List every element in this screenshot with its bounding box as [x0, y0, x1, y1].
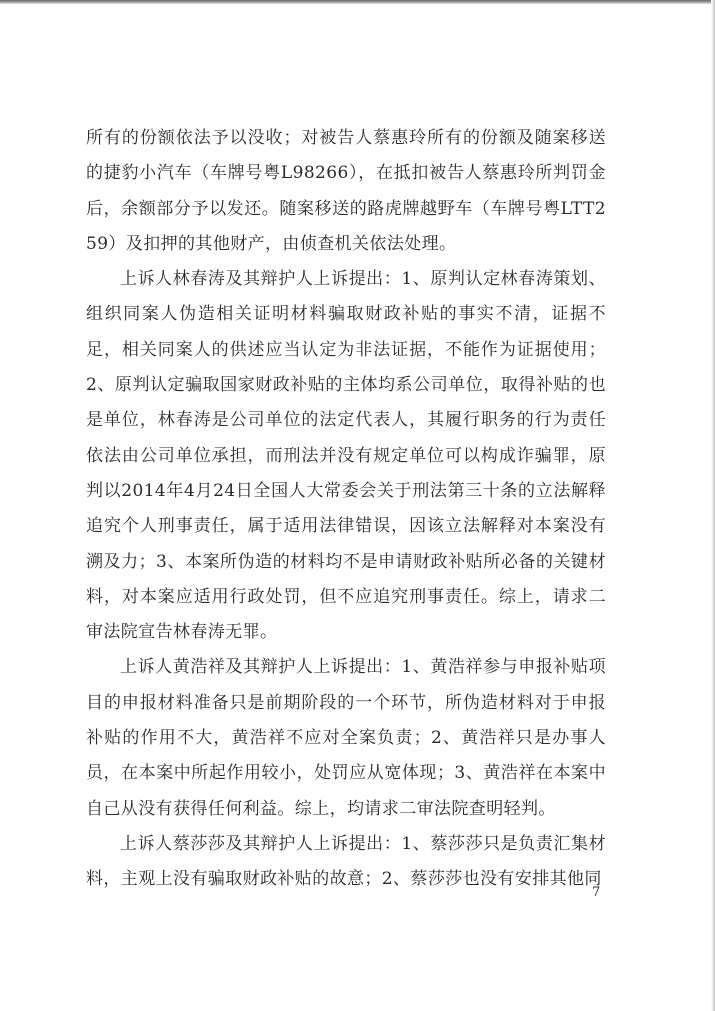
- scan-top-edge: [0, 0, 715, 4]
- paragraph-continuation: 所有的份额依法予以没收；对被告人蔡惠玲所有的份额及随案移送的捷豹小汽车（车牌号粤L98266），在抵扣被告人蔡惠玲所判罚金后，余额部分予以发还。随案移送的路虎牌越野车（车牌号粤LTT259）及扣押的其他财产，由侦查机关依法处理。: [86, 128, 606, 254]
- page-number: 7: [592, 885, 601, 900]
- scan-right-edge: [711, 0, 715, 1011]
- paragraph-cai-shasha-appeal: 上诉人蔡莎莎及其辩护人上诉提出：1、蔡莎莎只是负责汇集材料，主观上没有骗取财政补贴的故意；2、蔡莎莎也没有安排其他同: [86, 833, 606, 890]
- document-body: [86, 121, 606, 898]
- paragraph-lin-chuntao-appeal: 上诉人林春涛及其辩护人上诉提出：1、原判认定林春涛策划、组织同案人伪造相关证明材料骗取财政补贴的事实不清，证据不足，相关同案人的供述应当认定为非法证据，不能作为证据使用；2、原判认定骗取国家财政补贴的主体均系公司单位，取得补贴的也是单位，林春涛是公司单位的法定代表人，其履行职务的行为责任依法由公司单位承担，而刑法并没有规定单位可以构成诈骗罪，原判以2014年4月24日全国人大常委会关于刑法第三十条的立法解释追究个人刑事责任，属于适用法律错误，因该立法解释对本案没有溯及力；3、本案所伪造的材料均不是申请财政补贴所必备的关键材料，对本案应适用行政处罚，但不应追究刑事责任。综上，请求二审法院宣告林春涛无罪。: [86, 269, 606, 643]
- paragraph-huang-haoxiang-appeal: 上诉人黄浩祥及其辩护人上诉提出：1、黄浩祥参与申报补贴项目的申报材料准备只是前期阶段的一个环节，所伪造材料对于申报补贴的作用不大，黄浩祥不应对全案负责；2、黄浩祥只是办事人员，在本案中所起作用较小，处罚应从宽体现；3、黄浩祥在本案中自己从没有获得任何利益。综上，均请求二审法院查明轻判。: [86, 657, 606, 819]
